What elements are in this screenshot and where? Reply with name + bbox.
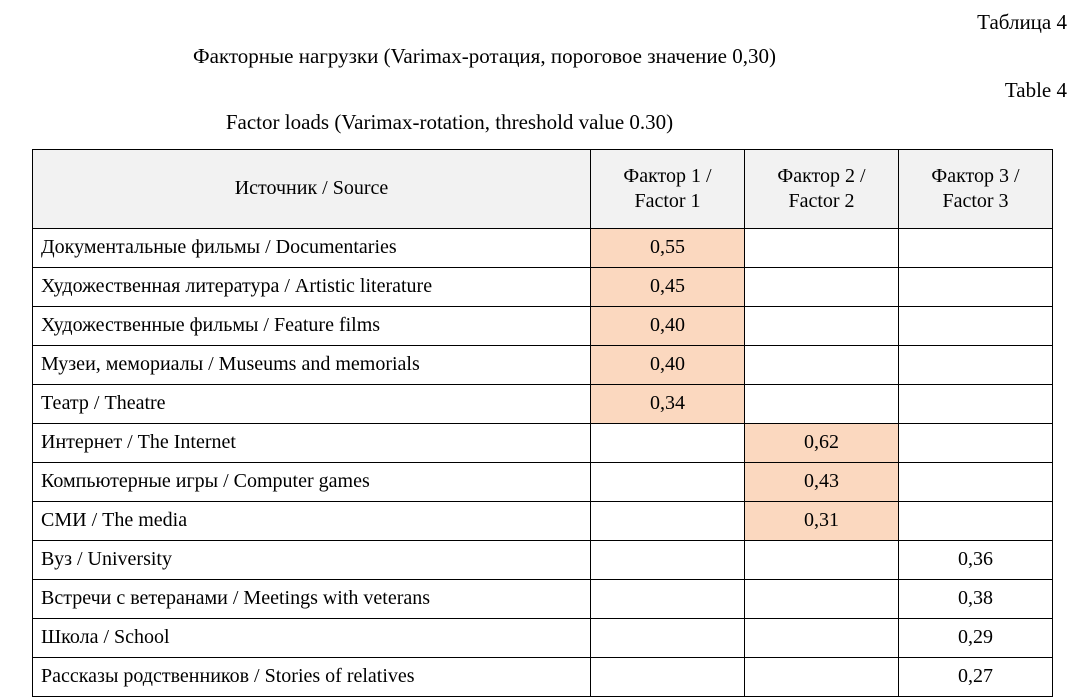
column-header-source-label: Источник / Source [234,177,389,200]
cell-f1 [591,540,745,579]
cell-f2 [745,384,899,423]
factor-loads-table [32,149,1053,697]
column-header-source [33,149,591,228]
cell-source: Компьютерные игры / Computer games [33,462,591,501]
cell-f2 [745,540,899,579]
column-header-factor-1-line-2: Factor 1 [634,189,701,212]
cell-f3 [899,423,1053,462]
cell-f1 [591,423,745,462]
cell-f2 [745,618,899,657]
cell-source: Вуз / University [33,540,591,579]
cell-f3: 0,36 [899,540,1053,579]
cell-f2 [745,579,899,618]
table-row [33,384,1053,423]
cell-f2 [745,657,899,696]
cell-f3: 0,27 [899,657,1053,696]
cell-f3 [899,501,1053,540]
cell-f1: 0,34 [591,384,745,423]
table-row [33,306,1053,345]
table-row [33,501,1053,540]
cell-source: Школа / School [33,618,591,657]
column-header-factor-1 [591,149,745,228]
cell-source: Документальные фильмы / Documentaries [33,228,591,267]
cell-f3 [899,345,1053,384]
cell-source: Художественные фильмы / Feature films [33,306,591,345]
cell-f3 [899,228,1053,267]
column-header-factor-3-line-2: Factor 3 [942,189,1009,212]
column-header-factor-2 [745,149,899,228]
cell-f1 [591,657,745,696]
cell-f2: 0,43 [745,462,899,501]
cell-f3 [899,267,1053,306]
cell-source: Рассказы родственников / Stories of relatives [33,657,591,696]
cell-f2 [745,306,899,345]
cell-f1 [591,579,745,618]
cell-f2 [745,228,899,267]
cell-f1: 0,40 [591,345,745,384]
cell-source: Музеи, мемориалы / Museums and memorials [33,345,591,384]
cell-f1 [591,462,745,501]
table-number-en: Table 4 [1004,78,1067,103]
table-body [33,228,1053,696]
cell-f2: 0,62 [745,423,899,462]
cell-source: Интернет / The Internet [33,423,591,462]
cell-f2 [745,267,899,306]
cell-source: Театр / Theatre [33,384,591,423]
table-row [33,579,1053,618]
cell-f3: 0,29 [899,618,1053,657]
cell-source: СМИ / The media [33,501,591,540]
table-number-ru: Таблица 4 [977,10,1067,34]
table-row [33,345,1053,384]
cell-f3 [899,306,1053,345]
cell-f3 [899,384,1053,423]
table-row [33,540,1053,579]
cell-source: Встречи с ветеранами / Meetings with veterans [33,579,591,618]
document-page [0,10,1089,688]
table-row [33,657,1053,696]
column-header-factor-3 [899,149,1053,228]
cell-f2: 0,31 [745,501,899,540]
cell-f2 [745,345,899,384]
column-header-factor-2-line-2: Factor 2 [788,189,855,212]
cell-f1: 0,55 [591,228,745,267]
cell-f1 [591,501,745,540]
cell-source: Художественная литература / Artistic literature [33,267,591,306]
table-row [33,228,1053,267]
table-row [33,462,1053,501]
column-header-factor-1-line-1: Фактор 1 / [623,164,712,187]
table-row [33,267,1053,306]
cell-f3: 0,38 [899,579,1053,618]
cell-f1: 0,45 [591,267,745,306]
cell-f1: 0,40 [591,306,745,345]
table-header-row [33,149,1053,228]
column-header-factor-2-line-1: Фактор 2 / [777,164,866,187]
cell-f3 [899,462,1053,501]
table-row [33,423,1053,462]
column-header-factor-3-line-1: Фактор 3 / [931,164,1020,187]
table-row [33,618,1053,657]
cell-f1 [591,618,745,657]
table-title-ru: Факторные нагрузки (Varimax-ротация, пороговое значение 0,30) [193,44,776,69]
table-title-en: Factor loads (Varimax-rotation, threshold value 0.30) [225,110,674,135]
